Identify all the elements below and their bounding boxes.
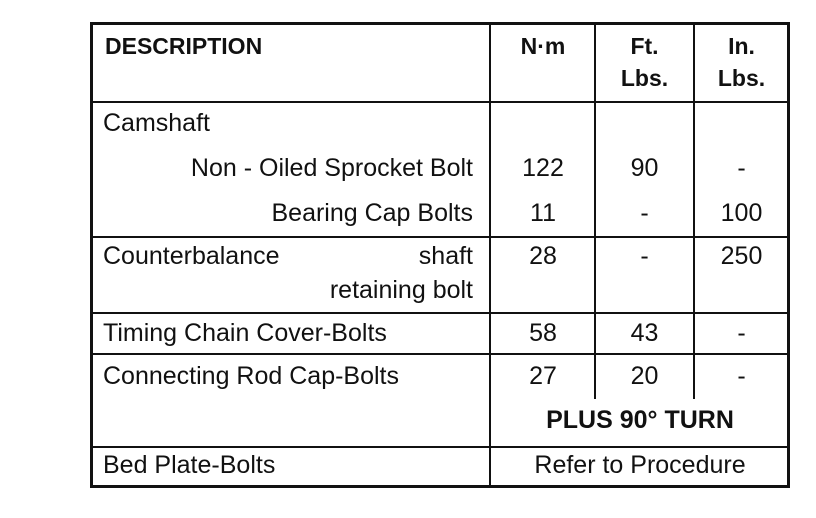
counterbalance-ft: - — [640, 242, 649, 270]
torque-spec-table — [90, 22, 790, 488]
timing-chain-label: Timing Chain Cover-Bolts — [103, 319, 387, 347]
connecting-rod-ft: 20 — [630, 362, 659, 390]
divider-connecting-rod-row — [93, 446, 787, 448]
header-description: DESCRIPTION — [105, 33, 263, 59]
header-in-line1: In. — [728, 33, 755, 59]
bearing-cap-ft: - — [640, 199, 649, 227]
bearing-cap-in: 100 — [720, 199, 763, 227]
sprocket-bolt-label: Non - Oiled Sprocket Bolt — [190, 154, 473, 182]
divider-camshaft-row — [93, 236, 787, 238]
header-ft-line2: Lbs. — [620, 65, 669, 91]
divider-description-column — [489, 25, 491, 486]
divider-header-row — [93, 101, 787, 103]
header-in-line2: Lbs. — [717, 65, 766, 91]
counterbalance-label-word1: Counterbalance — [103, 242, 280, 270]
bed-plate-value: Refer to Procedure — [534, 451, 746, 479]
bearing-cap-nm: 11 — [530, 199, 556, 227]
counterbalance-in: 250 — [720, 242, 763, 270]
counterbalance-label-word2: shaft — [418, 242, 473, 270]
divider-counterbalance-row — [93, 312, 787, 314]
header-ft-line1: Ft. — [630, 33, 659, 59]
timing-chain-nm: 58 — [529, 319, 557, 347]
counterbalance-nm: 28 — [529, 242, 557, 270]
timing-chain-in: - — [737, 319, 746, 347]
header-nm: N·m — [520, 33, 566, 59]
divider-timing-chain-row — [93, 353, 787, 355]
camshaft-label: Camshaft — [103, 109, 210, 137]
timing-chain-ft: 43 — [630, 319, 659, 347]
counterbalance-label-line2: retaining bolt — [329, 276, 473, 304]
sprocket-bolt-ft: 90 — [630, 154, 659, 182]
bearing-cap-label: Bearing Cap Bolts — [271, 199, 473, 227]
connecting-rod-note: PLUS 90° TURN — [546, 406, 734, 434]
sprocket-bolt-in: - — [737, 154, 746, 182]
bed-plate-label: Bed Plate-Bolts — [103, 451, 276, 479]
connecting-rod-label: Connecting Rod Cap-Bolts — [103, 362, 399, 390]
connecting-rod-in: - — [737, 362, 746, 390]
connecting-rod-nm: 27 — [529, 362, 557, 390]
sprocket-bolt-nm: 122 — [522, 154, 564, 182]
